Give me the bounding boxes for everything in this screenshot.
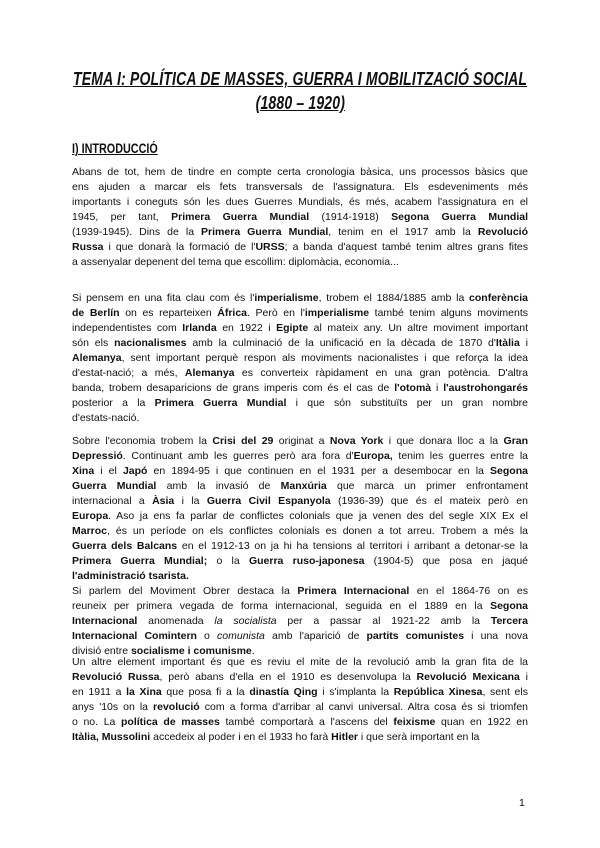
text-run: tenim les guerres entre la (392, 450, 528, 462)
bold-text: Xina (72, 465, 95, 477)
bold-text: Itàlia (495, 337, 520, 349)
paragraph (72, 655, 528, 745)
text-line (72, 730, 528, 745)
text-run: es converteix ràpidament en una gran potència. D'altra (234, 367, 529, 379)
bold-text: revolució (153, 701, 200, 713)
bold-text: Revolució Russa (72, 671, 160, 683)
text-run: quan en 1922 en (435, 716, 528, 728)
text-line (72, 321, 528, 336)
text-run: i el (94, 465, 123, 477)
text-run: i que són substituïts per un gran nombre (286, 397, 528, 409)
text-line (72, 554, 528, 569)
text-run: amb la culminació de la unificació en la dècada de 1870 d' (186, 337, 496, 349)
italic-text: la socialista (214, 615, 277, 627)
bold-text: Itàlia, Mussolini (72, 731, 151, 743)
bold-text: Primera Guerra Mundial (201, 226, 329, 238)
bold-text: Guerra Civil Espanyola (206, 495, 331, 507)
text-line (72, 655, 528, 670)
text-run: Si parlem del Moviment Obrer destaca la (72, 585, 298, 597)
bold-text: Tercera (490, 615, 528, 627)
bold-text: Segona Guerra Mundial (391, 211, 529, 223)
text-run: (1914-1918) (309, 211, 392, 223)
bold-text: Primera Guerra Mundial (171, 211, 310, 223)
text-run: en el 1864-76 on es (409, 585, 528, 597)
bold-text: Japó (122, 465, 148, 477)
section-heading (72, 141, 179, 156)
bold-text: URSS (255, 241, 285, 253)
italic-text: comunista (217, 630, 265, 642)
text-run: o la (207, 555, 249, 567)
text-run: i (519, 337, 529, 349)
bold-text: l'administració tsarista. (72, 570, 189, 582)
bold-text: Gran (503, 435, 529, 447)
text-run: amb la invasió de (156, 480, 281, 492)
text-line (72, 599, 528, 614)
text-run: anomenada (137, 615, 215, 627)
text-line (72, 434, 528, 449)
paragraph (72, 291, 528, 426)
text-line (72, 411, 528, 426)
text-run: Abans de tot, hem de tindre en compte certa cronologia bàsica, uns processos bàsics que (72, 166, 528, 178)
bold-text: l'austrohongarés (443, 382, 528, 394)
bold-text: Internacional Comintern (72, 630, 197, 642)
bold-text: República Xinesa (393, 686, 483, 698)
text-line (72, 240, 528, 255)
bold-text: Europa (72, 510, 109, 522)
text-line (72, 351, 528, 366)
text-run: . Però en l' (247, 307, 305, 319)
bold-text: Irlanda (182, 322, 217, 334)
text-run: . Aso ja ens fa parlar de conflictes colonials que ja venen des del segle XIX Ex el (108, 510, 528, 522)
bold-text: socialisme i comunisme (130, 645, 252, 657)
text-run: banda, trobem desaparicions de grans imperis com és el cas de (72, 382, 395, 394)
text-run: . (251, 645, 255, 657)
text-run: d'estats-nació. (72, 412, 140, 424)
bold-text: Guerra ruso-japonesa (248, 555, 365, 567)
text-run: , tenim en el 1917 amb la (328, 226, 478, 238)
text-run: ; a banda d'aquest també tenim altres grans fites (284, 241, 528, 253)
text-run: , sent els (482, 686, 528, 698)
bold-text: África (217, 307, 248, 319)
title-dates: (1880 – 1920) (255, 93, 345, 113)
bold-text: Manxúria (280, 480, 327, 492)
bold-text: Nova York (329, 435, 384, 447)
bold-text: Revolució Mexicana (416, 671, 520, 683)
text-line (72, 670, 528, 685)
text-run: també tenim alguns moviments (369, 307, 528, 319)
bold-text: partits comunistes (366, 630, 465, 642)
bold-text: Depressió (72, 450, 123, 462)
text-run: divisió entre (72, 645, 131, 657)
bold-text: Egipte (276, 322, 309, 334)
text-run: importants i coneguts són les dues Guerres Mundials, és més, acabem l'assignatura en el (72, 196, 528, 208)
bold-text: conferència (469, 292, 528, 304)
bold-text: política de masses (121, 716, 220, 728)
text-run: (1936-39) que és el mateix però en (330, 495, 528, 507)
text-run: que marca un primer enfrontament (326, 480, 528, 492)
bold-text: la Xina (126, 686, 162, 698)
text-line (72, 336, 528, 351)
text-run: són els (72, 337, 115, 349)
text-line (72, 291, 528, 306)
text-run: en 1911 a (72, 686, 127, 698)
text-line (72, 700, 528, 715)
document-title-line-1 (0, 69, 600, 90)
bold-text: Alemanya (184, 367, 235, 379)
text-run: on es reparteixen (119, 307, 218, 319)
text-line (72, 479, 528, 494)
text-run: i que serà important en la (358, 731, 480, 743)
text-line (72, 715, 528, 730)
text-run: independentistes com (72, 322, 183, 334)
bold-text: Primera Guerra Mundial; (72, 555, 208, 567)
text-line (72, 210, 528, 225)
text-line (72, 195, 528, 210)
bold-text: Marroc (72, 525, 108, 537)
text-run: ens ajuden a marcar els fets transversals de l'assignatura. Els esdeveniments més (72, 181, 528, 193)
text-run: posterior a la (72, 397, 155, 409)
bold-text: dinastía Qing (249, 686, 318, 698)
text-line (72, 629, 528, 644)
text-run: i una nova (464, 630, 528, 642)
page-number: 1 (519, 797, 525, 809)
bold-text: Alemanya (72, 352, 122, 364)
text-run: , trobem el 1884/1885 amb la (318, 292, 470, 304)
bold-text: Russa (72, 241, 104, 253)
paragraph (72, 165, 528, 270)
text-run: internacional a (72, 495, 153, 507)
text-run: a assenyalar depenent del tema que escollim: diplomàcia, economia... (72, 256, 399, 268)
text-run: també comportarà a l'ascens del (219, 716, 394, 728)
text-run: i que donara lloc a la (383, 435, 504, 447)
section-heading-text: I) INTRODUCCIÓ (72, 141, 158, 156)
text-run: , però abans d'ella en el 1910 es desenvolupa la (159, 671, 417, 683)
bold-text: Europa, (353, 450, 393, 462)
text-line (72, 449, 528, 464)
bold-text: imperialisme (254, 292, 319, 304)
text-run: (1904-5) que posa en jaqué (364, 555, 529, 567)
paragraph (72, 434, 528, 584)
text-line (72, 225, 528, 240)
text-run: anys '10s on la (72, 701, 154, 713)
text-line (72, 494, 528, 509)
text-run: i que donarà la formació de l' (103, 241, 256, 253)
text-line (72, 366, 528, 381)
bold-text: imperialisme (304, 307, 370, 319)
text-run: per a passar al 1921-22 amb la (276, 615, 491, 627)
text-run: en 1922 i (216, 322, 277, 334)
text-run: reuneix per primera vegada de forma internacional, seguida en el 1889 en la (72, 600, 491, 612)
text-line (72, 255, 528, 270)
bold-text: de Berlín (72, 307, 120, 319)
text-run: o no. La (72, 716, 122, 728)
text-run: en el 1912-13 on ja hi ha tensions al territori i arribant a detonar-se la (177, 540, 528, 552)
text-line (72, 381, 528, 396)
paragraph (72, 584, 528, 659)
bold-text: Crisi del 29 (212, 435, 274, 447)
bold-text: l'otomà (394, 382, 432, 394)
text-line (72, 685, 528, 700)
bold-text: Primera Internacional (297, 585, 410, 597)
bold-text: Revolució (477, 226, 528, 238)
text-run: d'estat-nació; a més, (72, 367, 185, 379)
title-text: TEMA I: POLÍTICA DE MASSES, GUERRA I MOBILITZACIÓ SOCIAL (72, 69, 528, 89)
bold-text: feixisme (393, 716, 436, 728)
bold-text: Primera Guerra Mundial (154, 397, 287, 409)
bold-text: Segona (490, 465, 528, 477)
bold-text: Guerra dels Balcans (72, 540, 178, 552)
text-line (72, 569, 528, 584)
text-line (72, 464, 528, 479)
text-line (72, 614, 528, 629)
text-run: originat a (273, 435, 330, 447)
text-line (72, 165, 528, 180)
bold-text: Segona (490, 600, 528, 612)
text-run: , és un període on els conflictes colonials es donen a tot arreu. Trobem a més la (107, 525, 528, 537)
text-run: que posa fi a la (161, 686, 250, 698)
document-title-line-2 (0, 93, 600, 114)
bold-text: nacionalismes (114, 337, 187, 349)
text-run: accedeix al poder i en el 1933 ho farà (150, 731, 332, 743)
text-run: i la (174, 495, 207, 507)
bold-text: Internacional (72, 615, 138, 627)
text-run: i (519, 671, 528, 683)
text-line (72, 180, 528, 195)
text-line (72, 306, 528, 321)
text-run: com a forma d'arribar al canvi universal. Altra cosa és si triomfen (199, 701, 528, 713)
text-run: o (196, 630, 218, 642)
text-line (72, 396, 528, 411)
text-run: (1939-1945). Dins de la (72, 226, 202, 238)
bold-text: Hitler (331, 731, 358, 743)
text-run: al mateix any. Un altre moviment important (308, 322, 528, 334)
text-run: i s'implanta la (317, 686, 394, 698)
text-run: i (431, 382, 444, 394)
text-run: amb l'aparició de (264, 630, 367, 642)
bold-text: Guerra Mundial (72, 480, 157, 492)
text-run: en 1894-95 i que continuen en el 1931 per a desembocar en la (147, 465, 491, 477)
text-run: . Continuant amb les guerres però ara fora d' (122, 450, 354, 462)
text-line (72, 539, 528, 554)
text-line (72, 584, 528, 599)
text-run: Sobre l'economia trobem la (72, 435, 213, 447)
text-line (72, 524, 528, 539)
text-run: 1945, per tant, (72, 211, 172, 223)
text-run: Si pensem en una fita clau com és l' (72, 292, 255, 304)
bold-text: Àsia (152, 495, 175, 507)
text-run: Un altre element important és que es reviu el mite de la revolució amb la gran fita de la (72, 656, 528, 668)
text-line (72, 509, 528, 524)
text-run: , sent important perquè respon als moviments nacionalistes i que reforça la idea (121, 352, 528, 364)
